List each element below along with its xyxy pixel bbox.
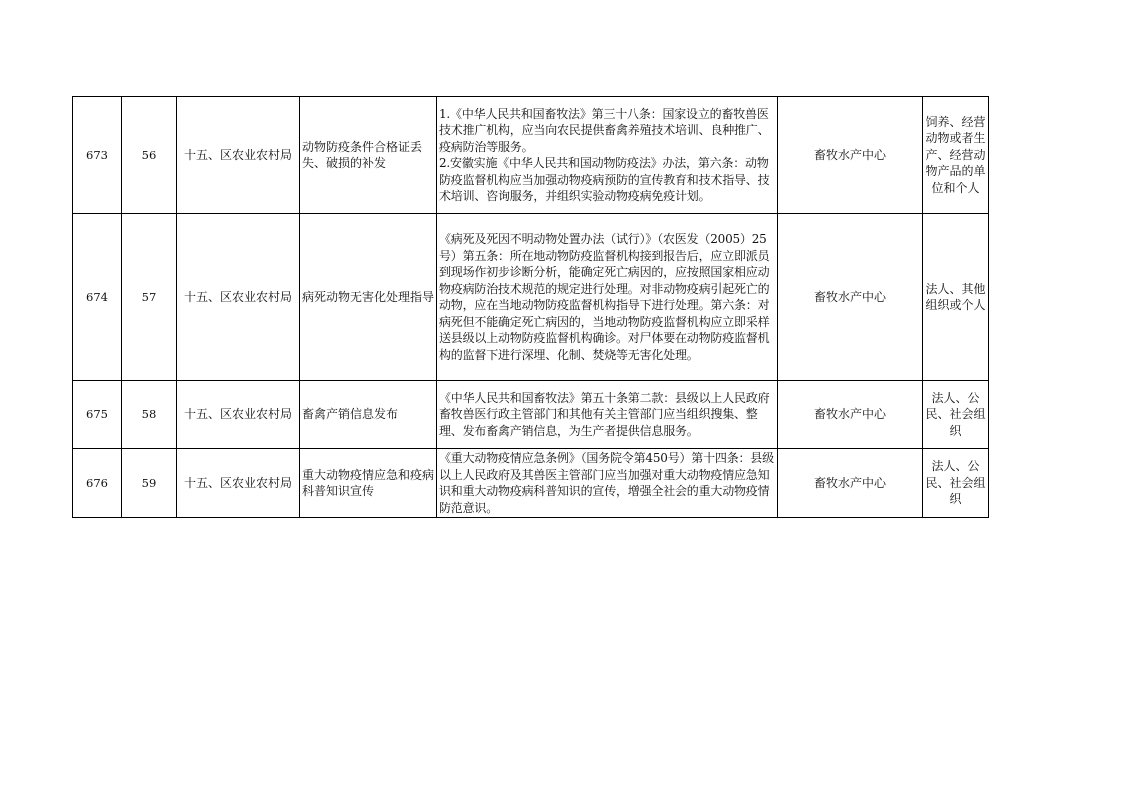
serial-number-cell: 673 — [73, 97, 122, 214]
legal-basis-cell — [437, 449, 778, 518]
service-target-cell: 法人、其他组织或个人 — [923, 214, 989, 381]
service-target-cell: 饲养、经营动物或者生产、经营动物产品的单位和个人 — [923, 97, 989, 214]
legal-basis-text: 2.安徽实施《中华人民共和国动物防疫法》办法，第六条：动物防疫监督机构应当加强动物疫病预防的宣传教育和技术指导、技术培训、咨询服务，并组织实验动物疫病免疫计划。 — [439, 156, 770, 203]
department-cell: 十五、区农业农村局 — [177, 449, 300, 518]
legal-basis-cell — [437, 214, 778, 381]
legal-basis-cell — [437, 97, 778, 214]
service-item-cell: 病死动物无害化处理指导 — [300, 214, 437, 381]
service-item-cell: 畜禽产销信息发布 — [300, 381, 437, 449]
department-cell: 十五、区农业农村局 — [177, 381, 300, 449]
legal-basis-text: 《中华人民共和国畜牧法》第五十条第二款：县级以上人民政府畜牧兽医行政主管部门和其他有关主管部门应当组织搜集、整理、发布畜禽产销信息，为生产者提供信息服务。 — [439, 390, 770, 438]
serial-number-cell: 676 — [73, 449, 122, 518]
service-items-table — [72, 96, 989, 518]
item-number-cell: 58 — [122, 381, 177, 449]
legal-basis-cell — [437, 381, 778, 449]
responsible-unit-cell: 畜牧水产中心 — [778, 381, 923, 449]
responsible-unit-cell: 畜牧水产中心 — [778, 449, 923, 518]
table-row — [73, 97, 989, 214]
legal-basis-text: 《病死及死因不明动物处置办法（试行）》（农医发（2005）25号）第五条：所在地动物防疫监督机构接到报告后，应立即派员到现场作初步诊断分析，能确定死亡病因的，应按照国家相应动物疫病防治技术规范的规定进行处理。对非动物疫病引起死亡的动物，应在当地动物防疫监督机构指导下进行处理。第六条：对病死但不能确定死亡病因的，当地动物防疫监督机构应立即采样送县级以上动物防疫监督机构确诊。对尸体要在动物防疫监督机构的监督下进行深埋、化制、焚烧等无害化处理。 — [439, 232, 770, 362]
legal-basis-text: 《重大动物疫情应急条例》（国务院令第450号）第十四条：县级以上人民政府及其兽医主管部门应当加强对重大动物疫情应急知识和重大动物疫病科普知识的宣传，增强全社会的重大动物疫情防范意识。 — [439, 451, 774, 515]
table-row — [73, 214, 989, 381]
service-target-cell: 法人、公民、社会组织 — [923, 449, 989, 518]
legal-basis-text: 1.《中华人民共和国畜牧法》第三十八条：国家设立的畜牧兽医技术推广机构，应当向农民提供畜禽养殖技术培训、良种推广、疫病防治等服务。 — [439, 106, 770, 154]
service-item-cell: 动物防疫条件合格证丢失、破损的补发 — [300, 97, 437, 214]
department-cell: 十五、区农业农村局 — [177, 97, 300, 214]
item-number-cell: 57 — [122, 214, 177, 381]
serial-number-cell: 675 — [73, 381, 122, 449]
responsible-unit-cell: 畜牧水产中心 — [778, 97, 923, 214]
service-item-cell: 重大动物疫情应急和疫病科普知识宣传 — [300, 449, 437, 518]
item-number-cell: 56 — [122, 97, 177, 214]
table-row — [73, 381, 989, 449]
item-number-cell: 59 — [122, 449, 177, 518]
table-row — [73, 449, 989, 518]
serial-number-cell: 674 — [73, 214, 122, 381]
responsible-unit-cell: 畜牧水产中心 — [778, 214, 923, 381]
department-cell: 十五、区农业农村局 — [177, 214, 300, 381]
service-target-cell: 法人、公民、社会组织 — [923, 381, 989, 449]
